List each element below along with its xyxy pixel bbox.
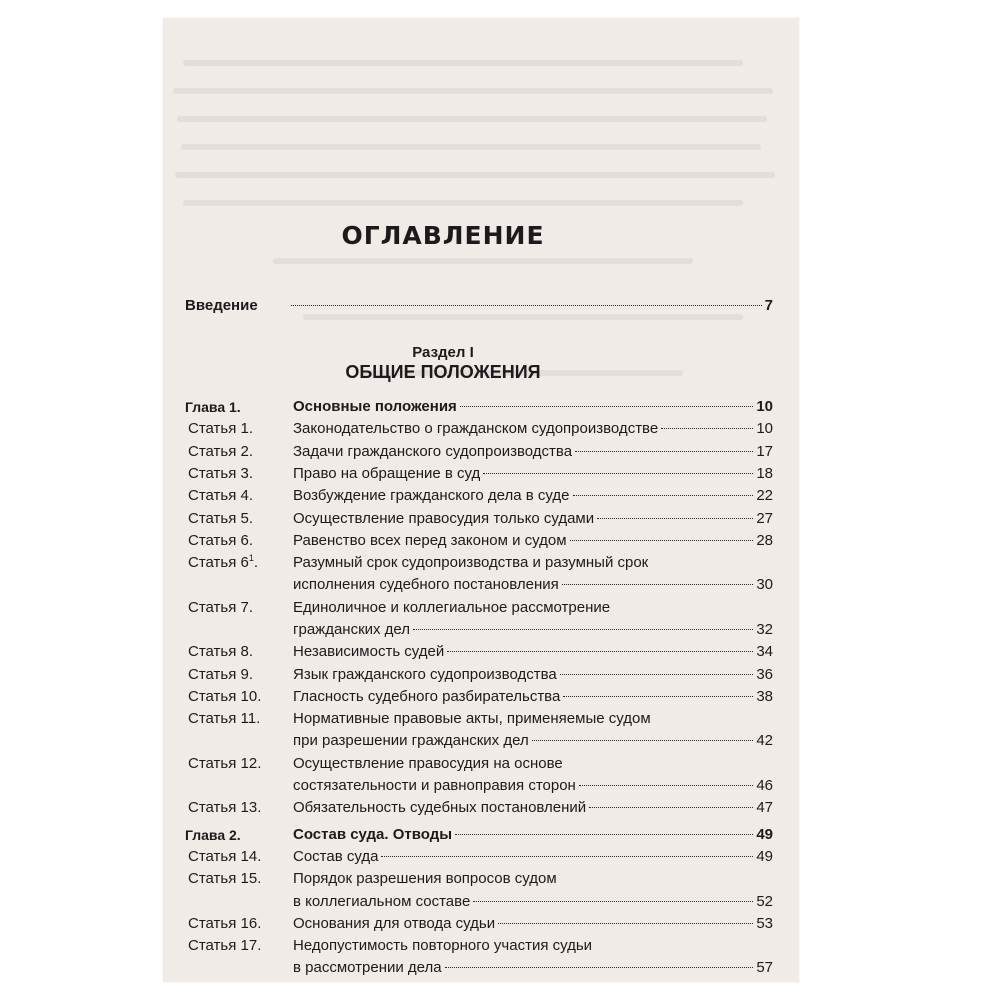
toc-entry-page: 38: [756, 687, 773, 705]
toc-entry-label-text: Статья 11.: [188, 710, 261, 728]
toc-entry-line: [293, 686, 773, 708]
dot-leader: [498, 923, 753, 924]
toc-entry-page: 17: [756, 442, 773, 460]
toc-entry-page: 42: [756, 732, 773, 750]
toc-entry-label: [188, 935, 261, 957]
toc-entry-line: [293, 508, 773, 530]
toc-entry-title: Единоличное и коллегиальное рассмотрение: [293, 598, 611, 616]
toc-entry-page: 47: [756, 799, 773, 817]
dot-leader: [661, 428, 753, 429]
toc-entry-line: [293, 463, 773, 485]
toc-entry-title: Законодательство о гражданском судопроизводстве: [293, 420, 659, 438]
toc-entry-title: Основные положения: [293, 398, 457, 415]
dot-leader: [291, 305, 762, 306]
toc-entry-label: [188, 846, 261, 868]
toc-entry-label: [188, 597, 253, 619]
toc-entry-page: 49: [756, 848, 773, 865]
toc-entry-line: [293, 641, 773, 663]
toc-entry-label-text: Глава 2.: [185, 826, 241, 843]
toc-entry-title: Язык гражданского судопроизводства: [293, 665, 557, 683]
toc-entry-title: в коллегиальном составе: [293, 892, 471, 910]
toc-entry-line: [293, 708, 773, 730]
toc-entry-title: Порядок разрешения вопросов судом: [293, 870, 557, 888]
dot-leader: [483, 473, 753, 474]
toc-entry-line: [293, 891, 773, 913]
toc-entry-page: 57: [756, 959, 773, 977]
toc-entry-title: Равенство всех перед законом и судом: [293, 531, 567, 549]
toc-entry-label: [188, 508, 253, 530]
toc-entry-label-text: Статья 3.: [188, 464, 254, 482]
dot-leader: [447, 651, 753, 652]
toc-entry-label: [188, 686, 261, 708]
dot-leader: [560, 674, 754, 675]
toc-entry-title: Основания для отвода судьи: [293, 914, 496, 932]
toc-entry-label: [188, 868, 261, 890]
toc-entry-label-text: Статья 10.: [188, 687, 262, 705]
toc-entry-title: состязательности и равноправия сторон: [293, 777, 576, 795]
toc-entry-title: исполнения судебного постановления: [293, 576, 559, 594]
toc-entry-title: в рассмотрении дела: [293, 959, 442, 977]
toc-entry-title: Независимость судей: [293, 643, 445, 661]
toc-entry-line: [293, 775, 773, 797]
toc-entry-label-text: Статья 9.: [188, 665, 254, 683]
toc-entry-page: 53: [756, 914, 773, 932]
toc-entry-label-text: Статья 17.: [188, 937, 262, 955]
toc-entry-label-text: Статья 6: [188, 554, 249, 572]
toc-entry-label-text: Статья 6.: [188, 531, 254, 549]
dot-leader: [597, 518, 753, 519]
toc-entry-label: [188, 641, 253, 663]
toc-entry-page: 10: [756, 398, 773, 415]
toc-entry-page: 46: [756, 777, 773, 795]
toc-entry-title: гражданских дел: [293, 620, 411, 638]
toc-entry-line: [293, 730, 773, 752]
toc-entry-page: 10: [756, 420, 773, 438]
toc-entry-line: [293, 619, 773, 641]
toc-entry-label: [185, 824, 241, 846]
dot-leader: [589, 807, 753, 808]
toc-entry-label: [185, 396, 241, 418]
toc-entry-label: [188, 418, 253, 440]
dot-leader: [532, 740, 754, 741]
toc-title: ОГЛАВЛЕНИЕ: [341, 221, 545, 250]
toc-entry-line: [293, 664, 773, 686]
toc-entry-label-text: Статья 12.: [188, 754, 262, 772]
toc-entry-page: 7: [764, 297, 773, 314]
toc-entry-label-text: Статья 5.: [188, 509, 254, 527]
toc-entry-line: [293, 396, 773, 418]
toc-entry-label: [188, 753, 261, 775]
dot-leader: [455, 834, 753, 835]
toc-entry-line: [293, 753, 773, 775]
toc-entry-line: [293, 530, 773, 552]
toc-entry-label: [188, 913, 261, 935]
toc-entry-title: Осуществление правосудия на основе: [293, 754, 563, 772]
toc-entry-label: [188, 708, 260, 730]
toc-entry-label: [188, 463, 253, 485]
toc-entry-title: при разрешении гражданских дел: [293, 732, 529, 750]
toc-entry-label-text: Статья 4.: [188, 487, 254, 505]
toc-entry-label-text: Статья 2.: [188, 442, 254, 460]
dot-leader: [473, 901, 753, 902]
toc-entry-title: Гласность судебного разбирательства: [293, 687, 561, 705]
section-label: Раздел I: [412, 344, 474, 361]
toc-entry-line: [293, 913, 773, 935]
toc-entry-label-text: Статья 16.: [188, 914, 262, 932]
toc-entry-label-text: Статья 1.: [188, 420, 254, 438]
section-title: ОБЩИЕ ПОЛОЖЕНИЯ: [345, 362, 541, 382]
toc-entry-title: Осуществление правосудия только судами: [293, 509, 595, 527]
toc-entry-page: 52: [756, 892, 773, 910]
toc-entry-line: [293, 597, 773, 619]
toc-entry-label: [188, 441, 253, 463]
toc-entry-label-text: Статья 14.: [188, 848, 262, 865]
toc-entry-line: [293, 868, 773, 890]
toc-entry-line: [293, 418, 773, 440]
toc-entry-title: Разумный срок судопроизводства и разумный срок: [293, 554, 649, 572]
toc-entry-page: 49: [756, 825, 773, 843]
toc-entry-line: [293, 957, 773, 979]
toc-entry-title: Состав суда: [293, 848, 379, 865]
dot-leader: [579, 785, 753, 786]
toc-entry-line: [293, 935, 773, 957]
dot-leader: [460, 406, 754, 407]
toc-entry-label: [188, 530, 253, 552]
toc-entry-page: 27: [756, 509, 773, 527]
toc-entry-label: Введение: [185, 297, 258, 314]
toc-entry-label: [188, 485, 253, 507]
toc-entry-label: [188, 664, 253, 686]
toc-entry-title: Обязательность судебных постановлений: [293, 799, 587, 817]
toc-entry-label-text: Статья 7.: [188, 598, 254, 616]
toc-entry-title: Нормативные правовые акты, применяемые судом: [293, 710, 651, 728]
toc-entry-label-text: Глава 1.: [185, 399, 241, 415]
dot-leader: [575, 451, 753, 452]
toc-entry-label: [188, 797, 261, 819]
toc-entry-line: [293, 552, 773, 574]
dot-leader: [573, 495, 754, 496]
dot-leader: [445, 967, 754, 968]
toc-entry-line: [293, 485, 773, 507]
toc-entry-title: Право на обращение в суд: [293, 464, 481, 482]
table-of-contents: [163, 18, 799, 982]
toc-entry-label-tail: .: [253, 554, 259, 572]
toc-entry-title: Возбуждение гражданского дела в суде: [293, 487, 570, 505]
toc-entry-line: [293, 824, 773, 846]
dot-leader: [570, 540, 754, 541]
toc-entry-line: [293, 441, 773, 463]
dot-leader: [413, 629, 753, 630]
toc-entry-line: [293, 574, 773, 596]
dot-leader: [381, 856, 753, 857]
toc-entry-title: Задачи гражданского судопроизводства: [293, 442, 573, 460]
toc-entry-page: 30: [756, 576, 773, 594]
book-page: [163, 18, 799, 982]
toc-entry-line: [293, 846, 773, 868]
toc-entry-label: [188, 552, 258, 574]
toc-entry-title: Состав суда. Отводы: [293, 825, 453, 843]
toc-entry-page: 36: [756, 665, 773, 683]
dot-leader: [563, 696, 753, 697]
toc-entry-page: 32: [756, 620, 773, 638]
toc-entry-label-text: Статья 15.: [188, 870, 262, 888]
toc-entry-label-text: Статья 8.: [188, 643, 254, 661]
toc-entry-line: [293, 797, 773, 819]
toc-entry-page: 18: [756, 464, 773, 482]
toc-entry-page: 22: [756, 487, 773, 505]
toc-entry-label-superscript: 1: [248, 553, 254, 564]
toc-entry-title: Недопустимость повторного участия судьи: [293, 937, 593, 955]
toc-entry-label-text: Статья 13.: [188, 799, 262, 817]
toc-entry-page: 28: [756, 531, 773, 549]
toc-entry-line: [288, 295, 773, 317]
toc-entry-page: 34: [756, 643, 773, 661]
dot-leader: [562, 584, 754, 585]
